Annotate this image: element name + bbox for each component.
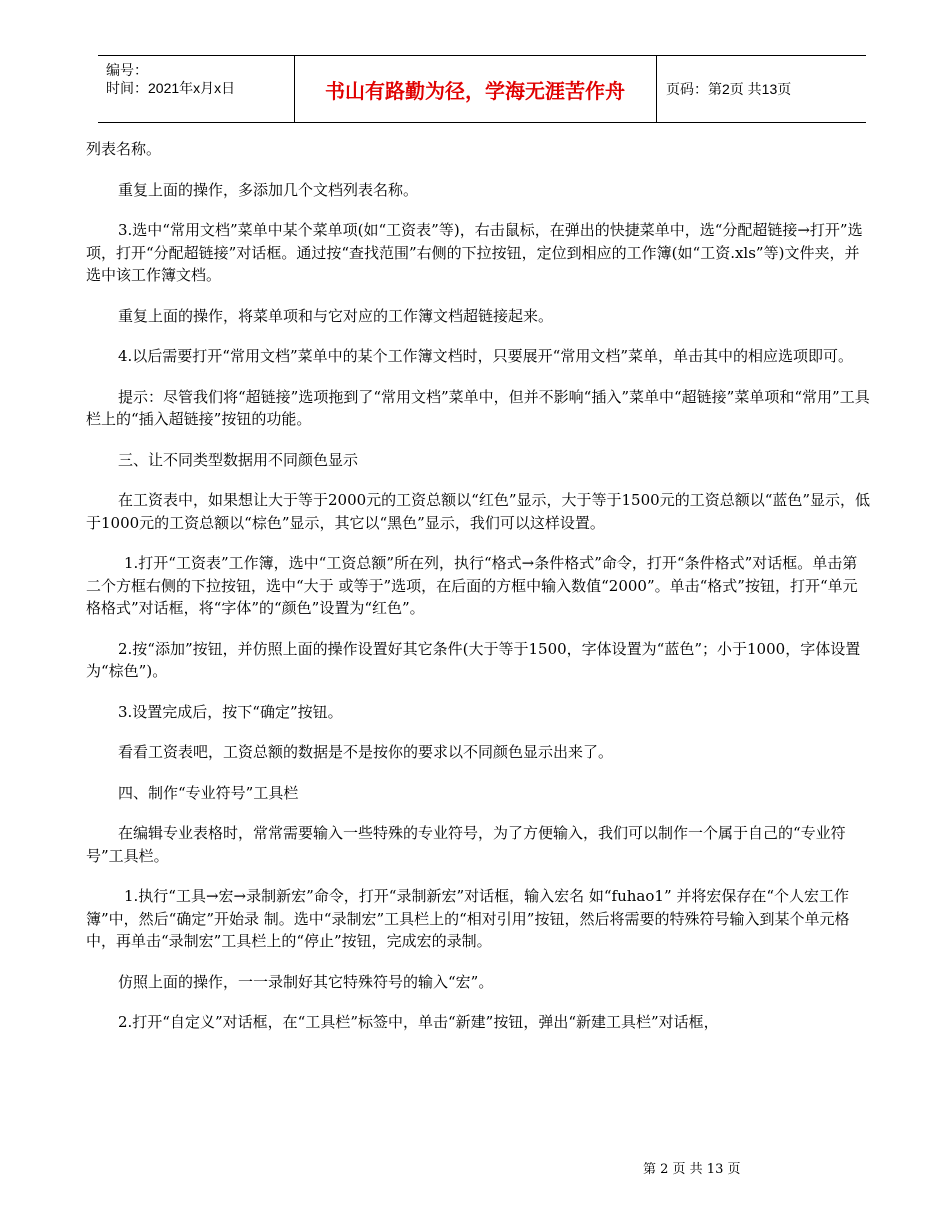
paragraph: 3.设置完成后，按下“确定”按钮。 (118, 702, 343, 721)
paragraph: 1.打开“工资表”工作簿，选中“工资总额”所在列，执行“格式→条件格式”命令，打开“条件格式”对话框。单击第二个方框右侧的下拉按钮，选中“大于 或等于”选项，在后面的方框中输入数值“2000”。单击“格式”按钮，打开“单元格格式”对话框，将“字体”的“颜色”设置为“红色”。 (86, 554, 858, 617)
section-heading: 四、制作“专业符号”工具栏 (118, 783, 299, 802)
header-divider (656, 56, 657, 122)
paragraph: 在编辑专业表格时，常常需要输入一些特殊的专业符号，为了方便输入，我们可以制作一个属于自己的“专业符号”工具栏。 (86, 824, 846, 865)
paragraph: 列表名称。 (86, 140, 162, 158)
page-footer: 第 2 页 共 13 页 (643, 1162, 741, 1177)
paragraph: 2.打开“自定义”对话框，在“工具栏”标签中，单击“新建”按钮，弹出“新建工具栏”对话框， (118, 1013, 719, 1031)
page-header (98, 55, 866, 123)
paragraph: 4.以后需要打开“常用文档”菜单中的某个工作簿文档时，只要展开“常用文档”菜单，单击其中的相应选项即可。 (118, 347, 853, 365)
paragraph: 1.执行“工具→宏→录制新宏”命令，打开“录制新宏”对话框，输入宏名 如“fuhao1” 并将宏保存在“个人宏工作簿”中，然后“确定”开始录 制。选中“录制宏”工具栏上的“相对引用”按钮，然后将需要的特殊符号输入到某个单元格中，再单击“录制宏”工具栏上的“停止”按钮，完成宏的录制。 (86, 887, 850, 950)
paragraph: 在工资表中，如果想让大于等于2000元的工资总额以“红色”显示，大于等于1500元的工资总额以“蓝色”显示，低于1000元的工资总额以“棕色”显示，其它以“黑色”显示，我们可以这样设置。 (86, 491, 871, 532)
header-meta (106, 56, 292, 122)
paragraph: 重复上面的操作，将菜单项和与它对应的工作簿文档超链接起来。 (118, 306, 554, 325)
header-page-code: 页码：第2页 共13页 (666, 81, 792, 97)
document-number-label: 编号： (106, 62, 148, 78)
paragraph: 仿照上面的操作，一一录制好其它特殊符号的输入“宏”。 (118, 972, 494, 991)
section-heading: 三、让不同类型数据用不同颜色显示 (118, 450, 359, 469)
paragraph: 3.选中“常用文档”菜单中某个菜单项(如“工资表”等)，右击鼠标，在弹出的快捷菜单中，选“分配超链接→打开”选项，打开“分配超链接”对话框。通过按“查找范围”右侧的下拉按钮，定位到相应的工作簿(如“工资.xls”等)文件夹，并选中该工作簿文档。 (86, 221, 863, 284)
document-time-label: 时间：2021年x月x日 (106, 80, 236, 96)
paragraph: 2.按“添加”按钮，并仿照上面的操作设置好其它条件(大于等于1500，字体设置为“蓝色”；小于1000，字体设置为“棕色”)。 (86, 639, 861, 680)
paragraph: 提示：尽管我们将“超链接”选项拖到了“常用文档”菜单中，但并不影响“插入”菜单中“超链接”菜单项和“常用”工具栏上的“插入超链接”按钮的功能。 (86, 387, 870, 428)
header-motto: 书山有路勤为径，学海无涯苦作舟 (325, 78, 625, 103)
document-body (86, 138, 872, 1052)
paragraph: 重复上面的操作，多添加几个文档列表名称。 (118, 180, 419, 199)
paragraph: 看看工资表吧，工资总额的数据是不是按你的要求以不同颜色显示出来了。 (118, 743, 614, 761)
